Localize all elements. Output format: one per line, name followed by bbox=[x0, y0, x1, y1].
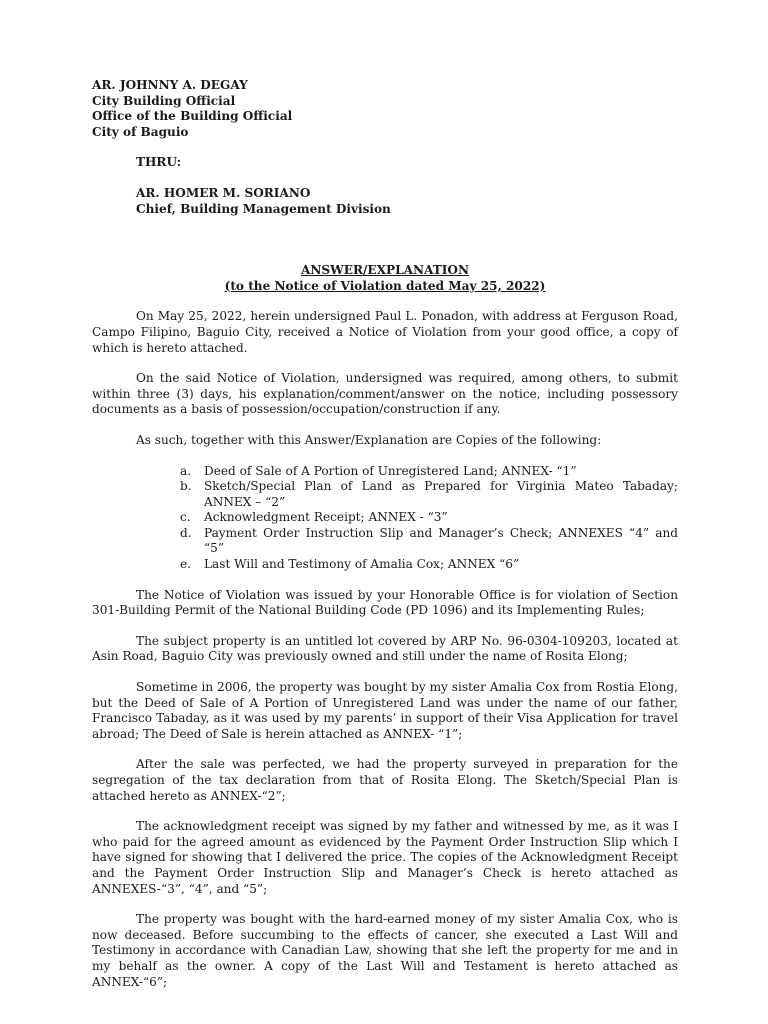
annex-item bbox=[180, 510, 678, 526]
paragraph-acknowledgment-receipt: The acknowledgment receipt was signed by my father and witnessed by me, as it was I who paid for the agreed amount as evidenced by the Payment Order Instruction Slip which I have signed for showing that I delivered the price. The copies of the Acknowledgment Receipt and the Payment Order Instruction Slip and Manager’s Check is hereto attached as ANNEXES-“3”, “4”, and “5”; bbox=[92, 819, 678, 896]
addressee-name: AR. JOHNNY A. DEGAY bbox=[92, 78, 248, 92]
annex-letter: d. bbox=[180, 525, 192, 540]
annex-text: Payment Order Instruction Slip and Manager’s Check; ANNEXES “4” and “5” bbox=[204, 525, 678, 556]
paragraph-notice-received: On May 25, 2022, herein undersigned Paul L. Ponadon, with address at Ferguson Road, Campo Filipino, Baguio City, received a Notice of Violation from your good office, a copy of which is hereto attached. bbox=[92, 309, 678, 355]
annex-list bbox=[92, 464, 678, 573]
thru-name: AR. HOMER M. SORIANO bbox=[136, 185, 311, 200]
paragraph-copies-intro: As such, together with this Answer/Explanation are Copies of the following: bbox=[136, 432, 602, 447]
paragraph-requirement: On the said Notice of Violation, undersigned was required, among others, to submit within three (3) days, his explanation/comment/answer on the notice, including possessory documents as a basis of possession/occupation/construction if any. bbox=[92, 371, 678, 417]
annex-text: Sketch/Special Plan of Land as Prepared for Virginia Mateo Tabaday; ANNEX – “2” bbox=[204, 479, 678, 509]
annex-text: Last Will and Testimony of Amalia Cox; ANNEX “6” bbox=[204, 557, 520, 572]
paragraph-purchase-history: Sometime in 2006, the property was bought by my sister Amalia Cox from Rostia Elong, but the Deed of Sale of A Portion of Unregistered Land was under the name of our father, Francisco Tabaday, as it was used by my parents’ in support of their Visa Application for travel abroad; The Deed of Sale is herein attached as ANNEX- “1”; bbox=[92, 680, 678, 741]
document-title bbox=[92, 263, 678, 294]
addressee-position: City Building Official bbox=[92, 93, 236, 108]
paragraph-violation-basis: The Notice of Violation was issued by your Honorable Office is for violation of Section 301-Building Permit of the National Building Code (PD 1096) and its Implementing Rules; bbox=[92, 587, 678, 618]
title-main: ANSWER/EXPLANATION bbox=[300, 263, 470, 278]
annex-letter: b. bbox=[180, 479, 192, 494]
annex-text: Deed of Sale of A Portion of Unregistered Land; ANNEX- “1” bbox=[204, 463, 577, 478]
annex-letter: a. bbox=[180, 463, 192, 478]
annex-letter: e. bbox=[180, 557, 192, 572]
paragraph-survey: After the sale was perfected, we had the property surveyed in preparation for the segregation of the tax declaration from that of Rosita Elong. The Sketch/Special Plan is attached hereto as ANNEX-“2”; bbox=[92, 757, 678, 803]
annex-item bbox=[180, 464, 678, 480]
title-sub: (to the Notice of Violation dated May 25, 2022) bbox=[224, 278, 546, 293]
annex-item bbox=[180, 479, 678, 510]
thru-label: THRU: bbox=[136, 155, 182, 170]
annex-item bbox=[180, 526, 678, 557]
thru-block bbox=[136, 155, 678, 217]
addressee-block bbox=[92, 78, 678, 140]
annex-item bbox=[180, 557, 678, 573]
thru-position: Chief, Building Management Division bbox=[136, 201, 391, 216]
paragraph-last-will: The property was bought with the hard-earned money of my sister Amalia Cox, who is now deceased. Before succumbing to the effects of cancer, she executed a Last Will and Testimony in accordance with Canadian Law, showing that she left the property for me and in my behalf as the owner. A copy of the Last Will and Testament is hereto attached as ANNEX-“6”; bbox=[92, 912, 678, 989]
annex-text: Acknowledgment Receipt; ANNEX - “3” bbox=[204, 510, 448, 525]
addressee-city: City of Baguio bbox=[92, 124, 189, 139]
paragraph-subject-property: The subject property is an untitled lot covered by ARP No. 96-0304-109203, located at Asin Road, Baguio City was previously owned and still under the name of Rosita Elong; bbox=[92, 633, 678, 664]
annex-letter: c. bbox=[180, 510, 191, 525]
addressee-office: Office of the Building Official bbox=[92, 109, 293, 124]
